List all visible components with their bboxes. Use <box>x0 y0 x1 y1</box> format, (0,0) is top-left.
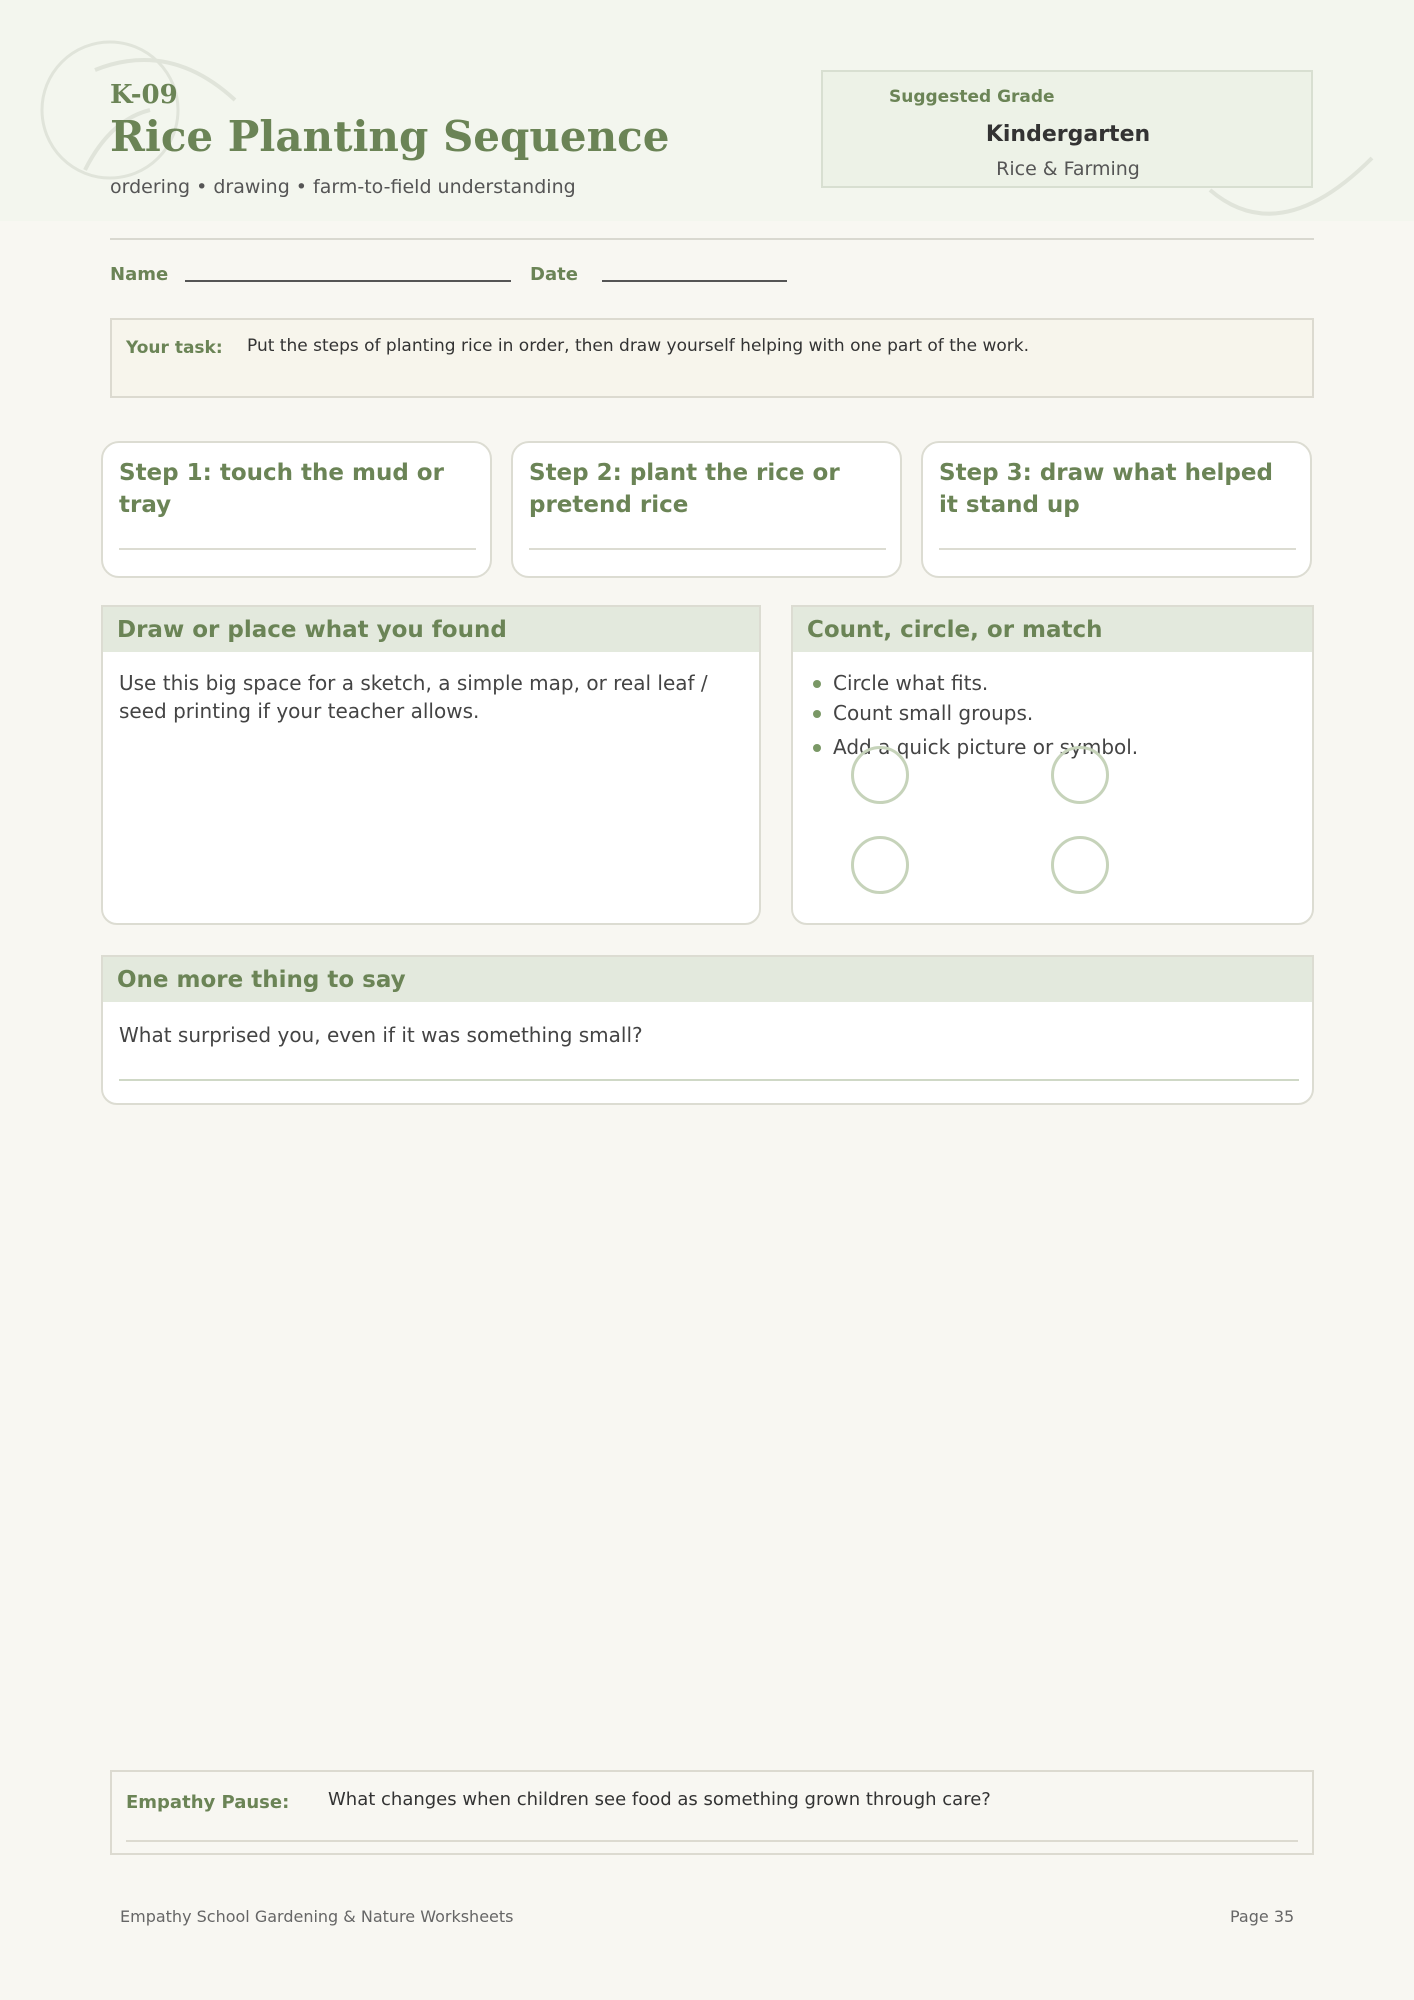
step-answer-line[interactable] <box>529 548 886 550</box>
bullet-icon <box>813 710 821 718</box>
list-item-text: Count small groups. <box>833 701 1034 725</box>
empathy-text: What changes when children see food as something grown through care? <box>328 1789 991 1810</box>
draw-panel-text: Use this big space for a sketch, a simple map, or real leaf / seed printing if your teacher allows. <box>119 671 708 723</box>
count-panel-title: Count, circle, or match <box>807 617 1103 643</box>
step-title: Step 3: draw what helped it stand up <box>939 460 1273 518</box>
bullet-icon <box>813 680 821 688</box>
circle-target[interactable] <box>851 746 909 804</box>
task-box <box>110 318 1314 398</box>
step-card-3 <box>921 441 1312 578</box>
task-text: Put the steps of planting rice in order, then draw yourself helping with one part of the work. <box>247 336 1030 356</box>
grade-label: Suggested Grade <box>889 87 1055 107</box>
step-card-1 <box>101 441 492 578</box>
step-title: Step 1: touch the mud or tray <box>119 460 444 518</box>
page-subtitle: ordering • drawing • farm-to-field understanding <box>110 176 576 198</box>
say-panel <box>101 955 1314 1105</box>
header-divider <box>110 238 1314 240</box>
date-label: Date <box>530 264 578 285</box>
draw-panel-header <box>103 607 759 652</box>
say-panel-title: One more thing to say <box>117 967 406 993</box>
name-field[interactable] <box>185 280 511 282</box>
grade-box <box>821 70 1313 188</box>
empathy-box <box>110 1770 1314 1855</box>
footer-series: Empathy School Gardening & Nature Worksheets <box>120 1907 514 1926</box>
step-card-2 <box>511 441 902 578</box>
list-item-text: Add a quick picture or symbol. <box>833 735 1139 759</box>
bullet-icon <box>813 744 821 752</box>
count-panel-header <box>793 607 1312 652</box>
say-panel-header <box>103 957 1312 1002</box>
count-panel <box>791 605 1314 925</box>
say-panel-prompt: What surprised you, even if it was something small? <box>119 1023 643 1047</box>
task-label: Your task: <box>126 338 223 358</box>
worksheet-code: K-09 <box>110 80 178 110</box>
step-title: Step 2: plant the rice or pretend rice <box>529 460 840 518</box>
circle-target[interactable] <box>851 836 909 894</box>
circle-target[interactable] <box>1051 746 1109 804</box>
grade-value: Kindergarten <box>985 122 1151 147</box>
list-item-text: Circle what fits. <box>833 671 989 695</box>
name-label: Name <box>110 264 169 285</box>
empathy-label: Empathy Pause: <box>126 1792 290 1813</box>
page-title: Rice Planting Sequence <box>110 112 670 161</box>
say-answer-line[interactable] <box>119 1079 1299 1081</box>
empathy-answer-line[interactable] <box>126 1840 1298 1842</box>
page-number: Page 35 <box>1230 1907 1295 1926</box>
draw-panel-title: Draw or place what you found <box>117 617 507 643</box>
step-answer-line[interactable] <box>939 548 1296 550</box>
date-field[interactable] <box>602 280 787 282</box>
step-answer-line[interactable] <box>119 548 476 550</box>
draw-panel <box>101 605 761 925</box>
grade-topic: Rice & Farming <box>996 158 1140 180</box>
circle-target[interactable] <box>1051 836 1109 894</box>
